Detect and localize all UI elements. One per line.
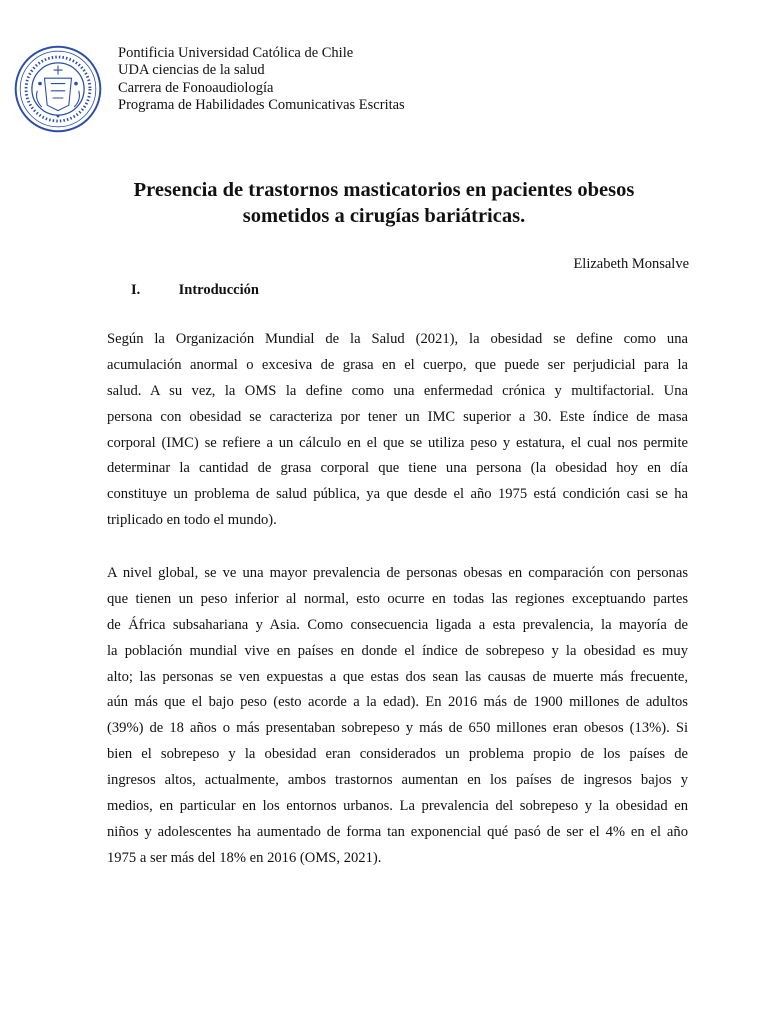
paragraph-line: triplicado en todo el mundo). [107, 512, 277, 529]
paragraph-line: de África subsahariana y Asia. Como consecuencia ligada a esta prevalencia, la mayoría de [107, 616, 688, 633]
program-name: Programa de Habilidades Comunicativas Escritas [118, 96, 405, 113]
paragraph-line: que tienen un peso inferior al normal, esto ocurre en todas las regiones exceptuando partes [107, 590, 688, 607]
paragraph-line: (39%) de 18 años o más presentaban sobrepeso y más de 650 millones eran obesos (13%). Si [107, 720, 688, 737]
unit-name: UDA ciencias de la salud [118, 62, 265, 79]
paragraph-line: A nivel global, se ve una mayor prevalencia de personas obesas en comparación con personas [107, 565, 688, 581]
paragraph-line: medios, en particular en los entornos urbanos. La prevalencia del sobrepeso y la obesidad en [107, 798, 688, 815]
paragraph-line: la población mundial vive en países en donde el índice de sobrepeso y la obesidad es muy [107, 642, 688, 659]
paragraph-line: corporal (IMC) se refiere a un cálculo en el que se utiliza peso y estatura, el cual nos permite [107, 434, 688, 451]
career-name: Carrera de Fonoaudiología [118, 79, 274, 96]
section-heading [131, 282, 259, 299]
paragraph-line: 1975 a ser más del 18% en 2016 (OMS, 2021). [107, 849, 382, 866]
institution-name: Pontificia Universidad Católica de Chile [118, 45, 354, 61]
paragraph-line: persona con obesidad se caracteriza por tener un IMC superior a 30. Este índice de masa [107, 408, 688, 425]
paragraph-line: bien el sobrepeso y la obesidad eran considerados un problema propio de los países de [107, 746, 688, 763]
paragraph-line: determinar la cantidad de grasa corporal que tiene una persona (la obesidad hoy en día [107, 460, 688, 477]
paragraph-introduction-1 [107, 327, 688, 534]
paragraph-line: ingresos altos, actualmente, ambos trastornos aumentan en los países de ingresos bajos y [107, 772, 688, 789]
institution-header [118, 45, 405, 114]
paragraph-line: alto; las personas se ven expuestas a que estas dos sean las causas de muerte más frecuente, [107, 668, 688, 685]
paragraph-line: constituye un problema de salud pública, ya que desde el año 1975 está condición casi se ha [107, 486, 688, 503]
paragraph-line: aún más que el bajo peso (esto acorde a la edad). En 2016 más de 1900 millones de adultos [107, 694, 688, 711]
paragraph-line: niños y adolescentes ha aumentado de forma tan exponencial qué pasó de ser el 4% en el año [107, 823, 688, 840]
university-seal-logo [13, 44, 103, 134]
author-name: Elizabeth Monsalve [573, 256, 689, 272]
title-line: sometidos a cirugías bariátricas. [242, 205, 526, 227]
section-number: I. [131, 282, 141, 298]
paragraph-line: salud. A su vez, la OMS la define como una enfermedad crónica y multifactorial. Una [107, 382, 688, 399]
paragraph-line: acumulación anormal o excesiva de grasa en el cuerpo, que puede ser perjudicial para la [107, 356, 688, 373]
section-title: Introducción [178, 282, 259, 298]
paragraph-introduction-2 [107, 561, 688, 872]
document-title [60, 177, 708, 229]
title-line: Presencia de trastornos masticatorios en pacientes obesos [133, 179, 635, 201]
paragraph-line: Según la Organización Mundial de la Salud (2021), la obesidad se define como una [107, 331, 688, 347]
